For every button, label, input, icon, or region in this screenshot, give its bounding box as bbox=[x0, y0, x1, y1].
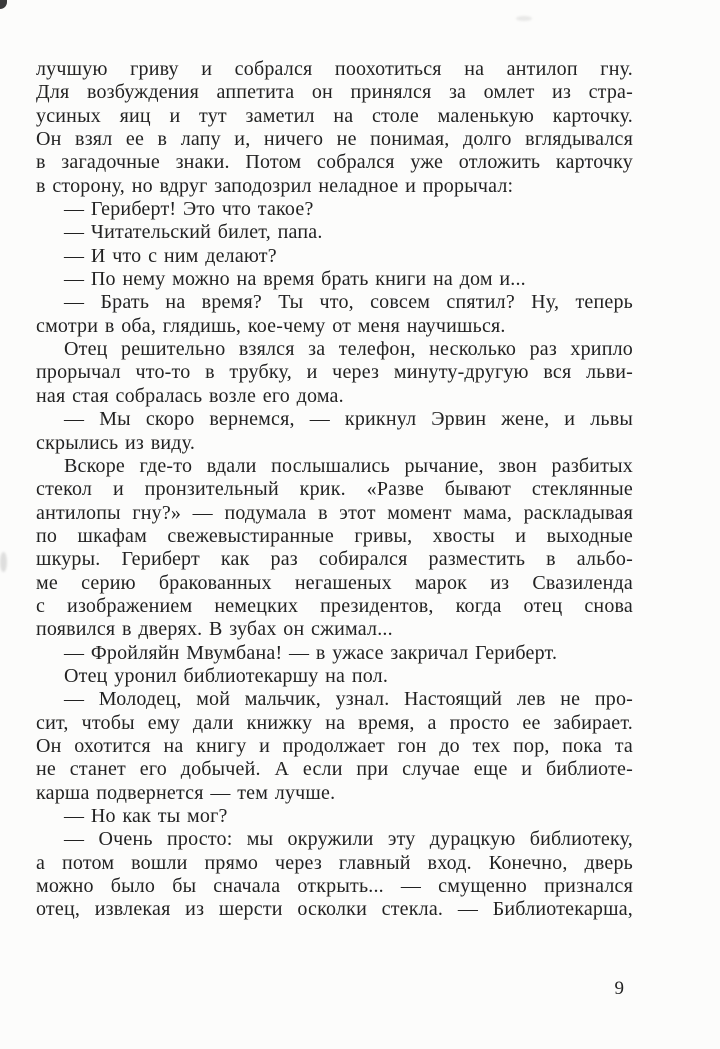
scan-edge-smudge bbox=[0, 552, 7, 572]
text-line: антилопы гну?» — подумала в этот момент мама, раскладывая bbox=[36, 501, 633, 524]
text-line: Он охотится на книгу и продолжает гон до тех пор, пока та bbox=[36, 734, 633, 757]
text-line: — Читательский билет, папа. bbox=[64, 221, 323, 244]
text-line: — Гериберт! Это что такое? bbox=[64, 198, 314, 221]
text-line: Отец уронил библиотекаршу на пол. bbox=[64, 664, 389, 687]
text-line: — Но как ты мог? bbox=[64, 805, 228, 827]
text-line: — Брать на время? Ты что, совсем спятил? Ну, теперь bbox=[64, 291, 633, 314]
text-line: в загадочные знаки. Потом собрался уже отложить карточку bbox=[36, 151, 633, 174]
text-line: Он взял ее в лапу и, ничего не понимая, долго вглядывался bbox=[36, 128, 633, 151]
text-line: Отец решительно взялся за телефон, несколько раз хрипло bbox=[64, 338, 633, 361]
text-line: не станет его добычей. А если при случае еще и библиоте- bbox=[36, 758, 633, 781]
text-line: — По нему можно на время брать книги на дом и... bbox=[64, 268, 526, 291]
text-line: прорычал что-то в трубку, и через минуту-другую вся льви- bbox=[36, 361, 633, 384]
text-line: в сторону, но вдруг заподозрил неладное и прорычал: bbox=[36, 174, 514, 197]
text-line: усиных яиц и тут заметил на столе маленькую карточку. bbox=[36, 104, 633, 127]
text-line: скрылись из виду. bbox=[36, 431, 196, 454]
text-line: — Очень просто: мы окружили эту дурацкую библиотеку, bbox=[64, 828, 633, 851]
text-line: лучшую гриву и собрался поохотиться на антилоп гну. bbox=[36, 58, 633, 80]
text-line: появился в дверях. В зубах он сжимал... bbox=[36, 618, 393, 641]
text-line: ме серию бракованных негашеных марок из Свазиленда bbox=[36, 571, 633, 594]
text-line: — Фройляйн Мвумбана! — в ужасе закричал Гериберт. bbox=[64, 641, 558, 664]
text-line: — Молодец, мой мальчик, узнал. Настоящий лев не про- bbox=[64, 688, 633, 711]
text-line: по шкафам свежевыстиранные гривы, хвосты и выходные bbox=[36, 524, 633, 547]
text-line: можно было бы сначала открыть... — смущенно признался bbox=[36, 875, 633, 898]
text-line: — И что с ним делают? bbox=[64, 244, 277, 267]
text-line: Для возбуждения аппетита он принялся за омлет из стра- bbox=[36, 81, 633, 104]
text-line: карша подвернется — тем лучше. bbox=[36, 781, 336, 804]
scan-speck bbox=[516, 16, 532, 21]
text-line: Вскоре где-то вдали послышались рычание, звон разбитых bbox=[64, 454, 633, 477]
text-line: ная стая собралась возле его дома. bbox=[36, 384, 344, 407]
text-line: шкуры. Гериберт как раз собирался разместить в альбо- bbox=[36, 548, 633, 571]
text-line: — Мы скоро вернемся, — крикнул Эрвин жене, и львы bbox=[64, 408, 633, 431]
text-line: стекол и пронзительный крик. «Разве бывают стеклянные bbox=[36, 478, 633, 501]
text-line: а потом вошли прямо через главный вход. Конечно, дверь bbox=[36, 851, 633, 874]
text-line: с изображением немецких президентов, когда отец снова bbox=[36, 594, 633, 617]
text-line: отец, извлекая из шерсти осколки стекла. — Библиотекарша, bbox=[36, 898, 633, 921]
page-number: 9 bbox=[614, 978, 624, 999]
page-text bbox=[36, 58, 633, 922]
text-line: смотри в оба, глядишь, кое-чему от меня научишься. bbox=[36, 314, 506, 337]
scan-corner-mark bbox=[0, 0, 7, 9]
text-line: сит, чтобы ему дали книжку на время, а просто ее забирает. bbox=[36, 711, 633, 734]
